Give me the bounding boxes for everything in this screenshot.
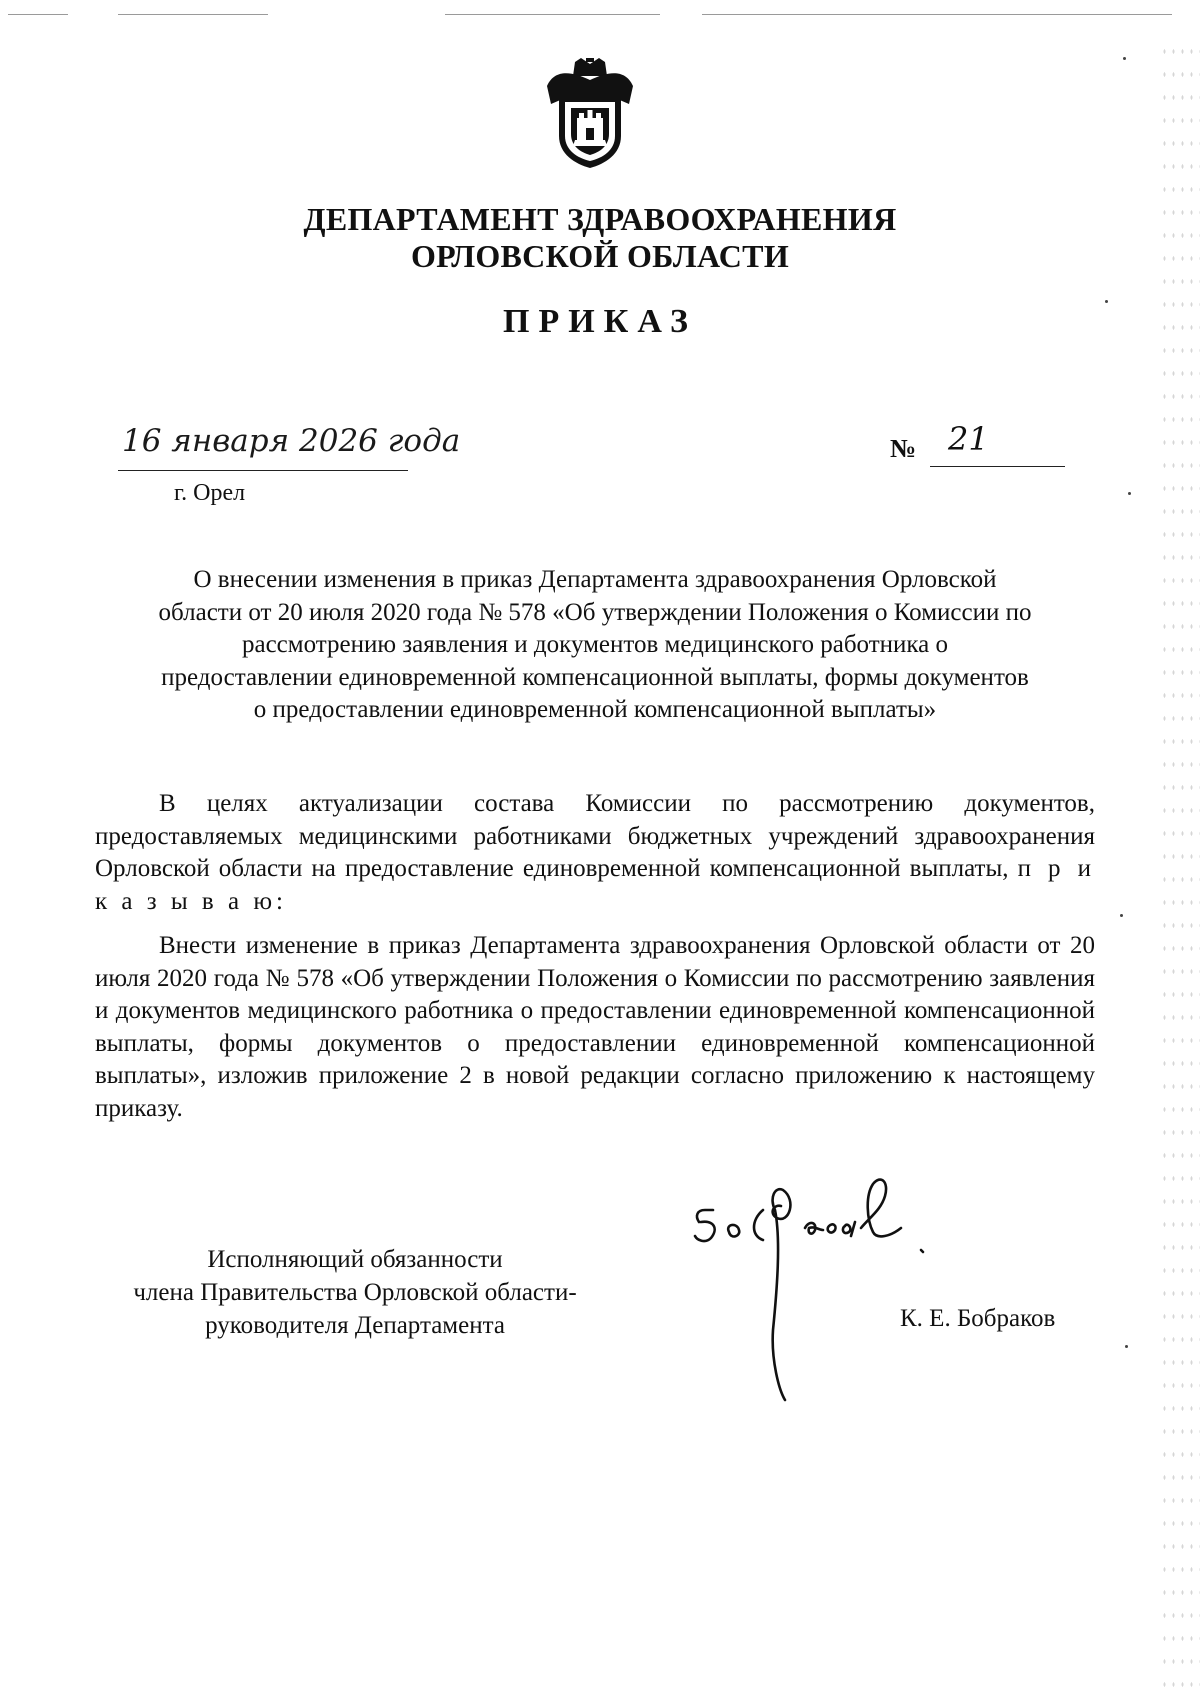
scan-speck bbox=[1123, 57, 1126, 60]
scan-artifact bbox=[445, 14, 660, 15]
handwritten-order-number: 21 bbox=[948, 420, 989, 458]
scan-speck bbox=[1128, 492, 1131, 495]
scan-speck bbox=[1125, 1345, 1128, 1348]
date-underline bbox=[118, 470, 408, 471]
number-sign: № bbox=[890, 434, 917, 463]
position-line: члена Правительства Орловской области- bbox=[133, 1279, 577, 1306]
scan-artifact bbox=[8, 14, 68, 15]
order-paragraph: Внести изменение в приказ Департамента здравоохранения Орловской области от 20 июля 2020 года № 578 «Об утверждении Положения о Комиссии по рассмотрению заявления и документов медицинского работника о предоставлении единовременной компенсационной выплаты, формы документов о предоставлении единовременной компенсационной выплаты», изложив приложение 2 в новой редакции согласно приложению к настоящему приказу. bbox=[95, 932, 1095, 1122]
title-line: о предоставлении единовременной компенсационной выплаты» bbox=[253, 696, 937, 723]
title-line: предоставлении единовременной компенсационной выплаты, формы документов bbox=[161, 663, 1029, 691]
order-title bbox=[95, 564, 1095, 727]
scan-noise bbox=[1160, 40, 1200, 1690]
scan-artifact bbox=[702, 14, 1172, 15]
number-underline bbox=[930, 466, 1065, 467]
document-type: ПРИКАЗ bbox=[503, 303, 697, 340]
handwritten-signature-icon bbox=[685, 1170, 965, 1410]
preamble-text: В целях актуализации состава Комиссии по рассмотрению документов, предоставляемых медицинскими работниками бюджетных учреждений здравоохранения Орловской области на предоставление единовременной компенсационной выплаты, bbox=[95, 790, 1095, 882]
scan-artifact bbox=[118, 14, 268, 15]
handwritten-date: 16 января 2026 года bbox=[122, 423, 461, 459]
title-line: рассмотрению заявления и документов медицинского работника о bbox=[241, 631, 949, 658]
orel-region-coat-of-arms-icon bbox=[545, 58, 635, 170]
city-label: г. Орел bbox=[174, 480, 246, 506]
department-line-2: ОРЛОВСКОЙ ОБЛАСТИ bbox=[410, 238, 790, 274]
title-line: О внесении изменения в приказ Департамента здравоохранения Орловской bbox=[193, 566, 997, 593]
signer-position bbox=[100, 1243, 610, 1342]
scan-speck bbox=[1120, 914, 1123, 917]
preamble-paragraph bbox=[95, 788, 1095, 918]
position-line: Исполняющий обязанности bbox=[207, 1246, 503, 1273]
signer-name: К. Е. Бобраков bbox=[900, 1305, 1056, 1332]
department-heading bbox=[200, 201, 1000, 275]
department-line-1: ДЕПАРТАМЕНТ ЗДРАВООХРАНЕНИЯ bbox=[303, 201, 897, 237]
position-line: руководителя Департамента bbox=[205, 1312, 505, 1339]
order-word: п р и к а з ы в а ю: bbox=[95, 855, 1096, 915]
title-line: области от 20 июля 2020 года № 578 «Об утверждении Положения о Комиссии по bbox=[158, 598, 1032, 626]
scan-speck bbox=[1105, 300, 1108, 303]
